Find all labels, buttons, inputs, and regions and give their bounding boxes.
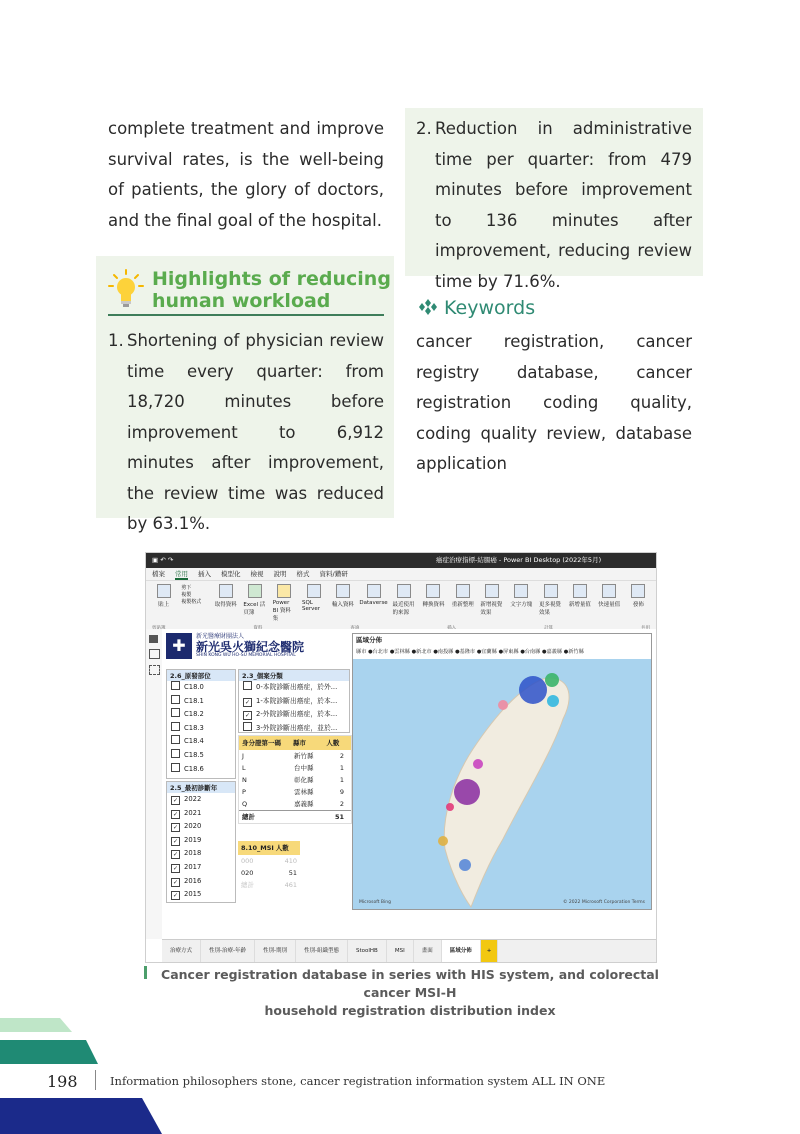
new-measure-button[interactable]: 新增量值 — [568, 584, 591, 630]
lightbulb-icon — [106, 268, 148, 310]
ribbon-tabs — [146, 568, 656, 581]
excel-button[interactable]: Excel 活頁簿 — [243, 584, 266, 630]
highlights-heading-line1: Highlights of reducing — [152, 268, 391, 290]
keywords-heading-text: Keywords — [444, 297, 536, 319]
keywords-text: cancer registration, cancer registry database, cancer registration coding quality, coding quality review, database application — [416, 332, 692, 473]
list-item-1-number: 1. — [108, 331, 124, 350]
ribbon-tab[interactable]: 檔案 — [152, 570, 165, 578]
text-box-button[interactable]: 文字方塊 — [510, 584, 533, 630]
more-visuals-button[interactable]: 更多視覺效果 — [539, 584, 562, 630]
ribbon-tab[interactable]: 資料/鑽研 — [319, 570, 348, 578]
window-title: 癌症治療指標-結腸癌 - Power BI Desktop (2022年5月) — [436, 556, 602, 564]
slicer-item[interactable]: C18.6 — [167, 763, 235, 777]
map-title: 區域分佈 — [353, 634, 651, 647]
add-page-button[interactable]: + — [481, 940, 499, 962]
map-bubble[interactable] — [446, 803, 454, 811]
slicer-item[interactable]: ✓ 2-外院診斷出癌症，於本... — [244, 710, 338, 720]
table-row: J 新竹縣 2 — [242, 752, 344, 760]
map-bubble[interactable] — [454, 779, 480, 805]
report-canvas — [162, 629, 656, 939]
window-titlebar — [146, 553, 656, 568]
slicer-item[interactable]: ✓ 2015 — [172, 890, 202, 900]
map-bubble[interactable] — [473, 759, 483, 769]
map-attribution: © 2022 Microsoft Corporation Terms — [563, 900, 645, 905]
taiwan-map-shape — [353, 659, 651, 910]
caption-bar — [144, 966, 147, 979]
footer-separator — [95, 1070, 96, 1090]
slicer-title: 2.5_最初診斷年 — [167, 782, 235, 793]
table-row: 020 51 — [241, 869, 297, 877]
table-row: L 台中縣 1 — [242, 764, 344, 772]
highlights-divider — [108, 314, 384, 316]
diagnosis-year-slicer — [166, 781, 236, 903]
highlights-heading — [152, 268, 391, 312]
report-view-icon[interactable] — [149, 635, 158, 643]
list-item-2 — [416, 114, 692, 297]
case-classification-slicer — [238, 669, 350, 733]
slicer-item[interactable]: C18.3 — [167, 722, 235, 736]
page-tab[interactable]: 治療方式 — [162, 940, 201, 962]
hospital-emblem-icon: ✚ — [166, 633, 192, 659]
ribbon-tab[interactable]: 模型化 — [221, 570, 241, 578]
map-bubble[interactable] — [498, 700, 508, 710]
sql-server-button[interactable]: SQL Server — [302, 584, 325, 630]
table-row: P 雲林縣 9 — [242, 788, 344, 796]
slicer-item[interactable]: ✓ 1-本院診斷出癌症，於本... — [244, 696, 338, 706]
cut-button[interactable]: 剪下 — [181, 585, 192, 591]
slicer-item[interactable]: ✓ 2016 — [172, 876, 202, 886]
left-paragraph: complete treatment and improve survival rates, is the well-being of patients, the glory of doctors, and the final goal of the hospital. — [108, 119, 384, 230]
ribbon-tab[interactable]: 說明 — [273, 570, 287, 578]
msi-table — [238, 841, 300, 891]
slicer-item[interactable]: ✓ 2021 — [172, 808, 202, 818]
paste-button[interactable]: 貼上 — [152, 584, 175, 630]
slicer-item[interactable]: 3-外院診斷出癌症，並於... — [239, 722, 349, 736]
slicer-item[interactable]: C18.0 — [167, 681, 235, 695]
keywords-heading — [418, 297, 535, 319]
list-item-2-number: 2. — [416, 119, 432, 138]
page-tab[interactable]: 性別-組織型態 — [296, 940, 348, 962]
page-number: 198 — [47, 1072, 78, 1091]
view-switcher — [146, 629, 162, 939]
slicer-item[interactable]: ✓ 2018 — [172, 849, 202, 859]
region-map[interactable] — [352, 633, 652, 910]
figure-caption — [155, 966, 665, 1020]
county-table — [238, 735, 352, 824]
table-row: 000 410 — [241, 857, 297, 865]
ribbon-tab[interactable]: 格式 — [296, 570, 310, 578]
model-view-icon[interactable] — [149, 665, 160, 675]
table-total-row: 總計 461 — [241, 881, 297, 889]
slicer-item[interactable]: ✓ 2020 — [172, 822, 202, 832]
slicer-item[interactable]: C18.1 — [167, 695, 235, 709]
highlights-heading-line2: human workload — [152, 290, 331, 312]
footer-title: Information philosophers stone, cancer registration information system ALL IN ONE — [110, 1074, 606, 1088]
list-item-1-text: Shortening of physician review time every quarter: from 18,720 minutes before improvement to 6,912 minutes after improvement, the review time was reduced by 63.1%. — [127, 331, 384, 533]
refresh-button[interactable]: 重新整理 — [451, 584, 474, 630]
table-header: 身分證第一碼 縣市 人數 — [239, 736, 351, 750]
hospital-org: 新光醫療財團法人 — [196, 633, 245, 640]
get-data-button[interactable]: 取得資料 — [214, 584, 237, 630]
list-item-1 — [108, 326, 384, 540]
recent-sources-button[interactable]: 最近使用的來源 — [393, 584, 416, 630]
slicer-item[interactable]: C18.4 — [167, 735, 235, 749]
page-tab-active[interactable]: 區域分佈 — [442, 940, 481, 962]
enter-data-button[interactable]: 輸入資料 — [331, 584, 354, 630]
table-row: Q 嘉義縣 2 — [242, 800, 344, 808]
new-visual-button[interactable]: 新增視覺效果 — [480, 584, 503, 630]
hospital-logo — [166, 631, 341, 661]
slicer-item[interactable]: ✓ 2022 — [172, 795, 202, 804]
hospital-name: 新光吳火獅紀念醫院 — [196, 640, 305, 654]
format-painter-button[interactable]: 複製格式 — [181, 599, 202, 605]
slicer-item[interactable]: ✓ 2019 — [172, 835, 202, 845]
slicer-title: 2.3_個案分類 — [239, 670, 349, 681]
map-bubble[interactable] — [438, 836, 448, 846]
table-row: N 彰化縣 1 — [242, 776, 344, 784]
bing-logo: Microsoft Bing — [359, 900, 391, 905]
page-tab[interactable]: MSI — [387, 940, 414, 962]
copy-button[interactable]: 複製 — [181, 592, 192, 598]
page-tab[interactable]: 性別-治療-年齡 — [201, 940, 255, 962]
publish-button[interactable]: 發佈 — [627, 584, 650, 630]
slicer-item[interactable]: 0-本院診斷出癌症，於外... — [239, 681, 349, 695]
slicer-title: 2.6_原發部位 — [167, 670, 235, 681]
powerbi-screenshot — [145, 552, 657, 963]
primary-site-slicer — [166, 669, 236, 779]
map-bubble[interactable] — [519, 676, 547, 704]
table-header: 8.10_MSI 人數 — [238, 841, 300, 855]
page-tabs — [162, 939, 656, 962]
table-total-row: 總計 51 — [239, 810, 351, 823]
transform-data-button[interactable]: 轉換資料 — [422, 584, 445, 630]
save-icon: ▣ ↶ ↷ — [152, 556, 174, 564]
page-tab[interactable]: 畫面 — [414, 940, 442, 962]
caption-line2: household registration distribution index — [264, 1003, 556, 1018]
map-bubble[interactable] — [547, 695, 559, 707]
dataverse-button[interactable]: Dataverse — [361, 584, 387, 630]
map-bubble[interactable] — [545, 673, 559, 687]
slicer-item[interactable]: C18.5 — [167, 749, 235, 763]
ribbon-tab[interactable]: 檢視 — [250, 570, 264, 578]
page-tab[interactable]: 性別-期別 — [255, 940, 296, 962]
quick-measure-button[interactable]: 快速量值 — [598, 584, 621, 630]
clipboard-items — [181, 584, 208, 630]
map-legend: 縣市 ●台北市 ●雲林縣 ●新北市 ●南投縣 ●基隆市 ●宜蘭縣 ●屏東縣 ●台南縣 ●嘉義縣 ●新竹縣 — [353, 647, 651, 659]
diamond-cluster-icon — [418, 299, 438, 315]
slicer-item[interactable]: C18.2 — [167, 708, 235, 722]
map-bubble[interactable] — [459, 859, 471, 871]
ribbon-tab[interactable]: 插入 — [198, 570, 211, 578]
hospital-name-en: SHIN KONG WU HO-SU MEMORIAL HOSPITAL — [196, 653, 296, 658]
ribbon-tab[interactable]: 常用 — [175, 570, 188, 578]
powerbi-dataset-button[interactable]: Power BI 資料集 — [273, 584, 296, 630]
slicer-item[interactable]: ✓ 2017 — [172, 862, 202, 872]
caption-line1: Cancer registration database in series with HIS system, and colorectal cancer MSI-H — [161, 967, 659, 1000]
data-view-icon[interactable] — [149, 649, 160, 659]
list-item-2-text: Reduction in administrative time per quarter: from 479 minutes before improvement to 136 minutes after improvement, reducing review time by 71.6%. — [435, 119, 692, 291]
page-tab[interactable]: StoolHB — [348, 940, 387, 962]
